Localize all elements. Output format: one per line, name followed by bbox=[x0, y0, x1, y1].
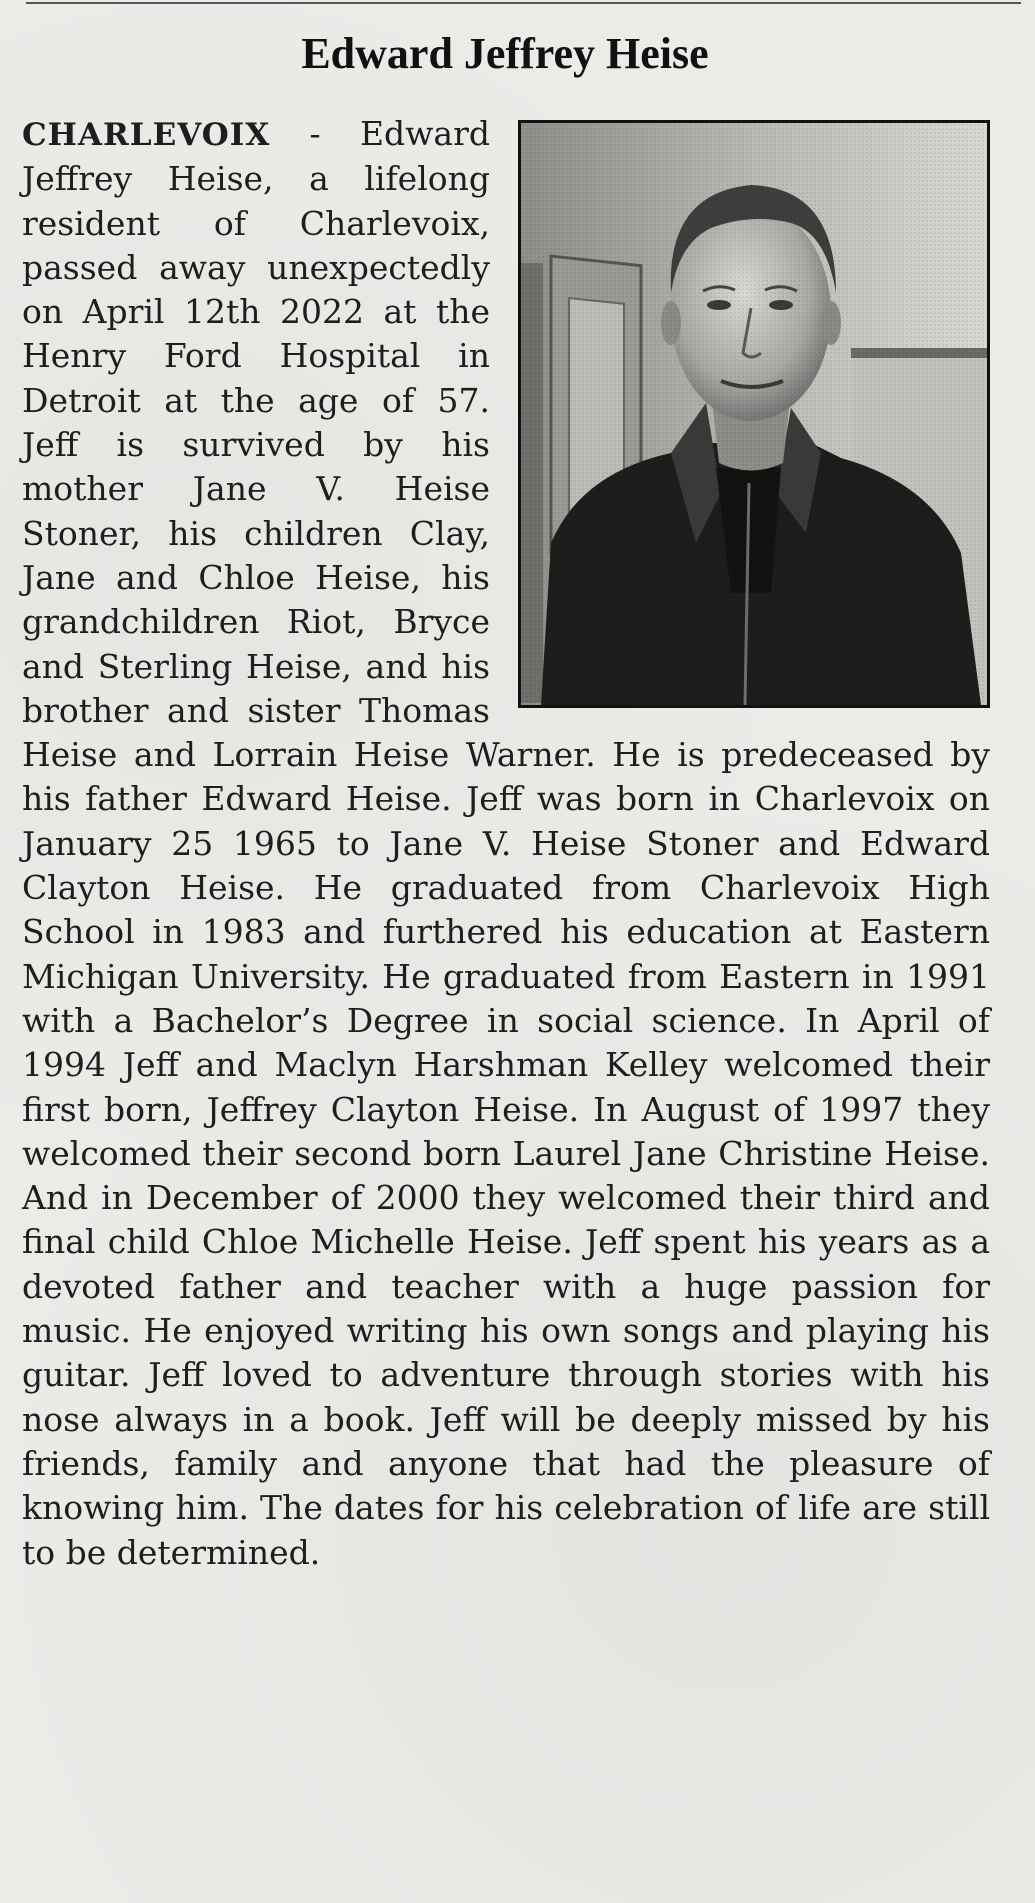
dateline: CHARLEVOIX bbox=[22, 117, 271, 153]
top-rule bbox=[26, 2, 1021, 4]
photo-float-spacer bbox=[490, 112, 990, 710]
obituary-title: Edward Jeffrey Heise bbox=[301, 29, 709, 78]
obituary-text: - Edward Jeffrey Heise, a lifelong resident of Charlevoix, passed away unexpectedly on April 12th 2022 at the Henry Ford Hospital in Detroit at the age of 57. Jeff is survived by his mother Jane V. Heise Stoner, his children Clay, Jane and Chloe Heise, his grandchildren Riot, Bryce and Sterling Heise, and his brother and sister Thomas Heise and Lorrain Heise Warner. He is predeceased by his father Edward Heise. Jeff was born in Charlevoix on January 25 1965 to Jane V. Heise Stoner and Edward Clayton Heise. He graduated from Charlevoix High School in 1983 and furthered his education at Eastern Michigan University. He graduated from Eastern in 1991 with a Bachelor’s Degree in social science. In April of 1994 Jeff and Maclyn Harshman Kelley welcomed their first born, Jeffrey Clayton Heise. In August of 1997 they welcomed their second born Laurel Jane Christine Heise. And in December of 2000 they welcomed their third and final child Chloe Michelle Heise. Jeff spent his years as a devoted father and teacher with a huge passion for music. He enjoyed writing his own songs and playing his guitar. Jeff loved to adventure through stories with his nose always in a book. Jeff will be deeply missed by his friends, family and anyone that had the pleasure of knowing him. The dates for his celebration of life are still to be determined. bbox=[22, 114, 990, 1572]
obituary-body bbox=[22, 112, 990, 1575]
